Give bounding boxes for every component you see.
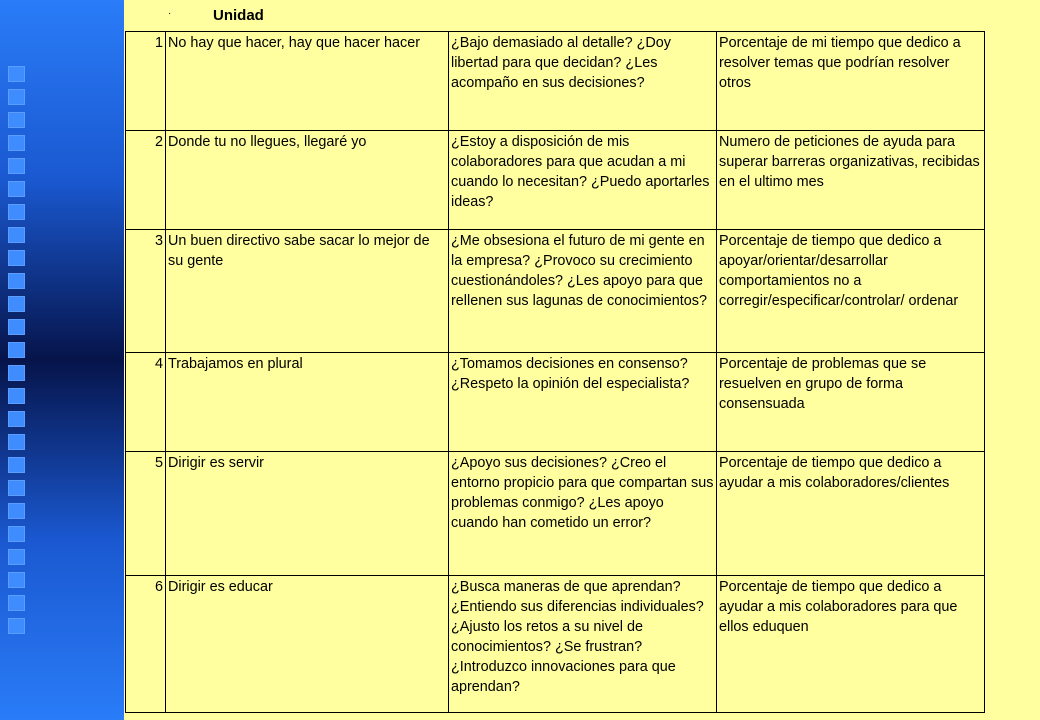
table-row xyxy=(126,353,985,452)
principle-cell: Trabajamos en plural xyxy=(166,353,449,452)
decorative-square xyxy=(8,227,25,243)
decorative-square xyxy=(8,503,25,519)
decorative-square xyxy=(8,89,25,105)
row-number: 6 xyxy=(126,576,166,713)
decorative-square xyxy=(8,365,25,381)
table-row xyxy=(126,131,985,230)
row-number: 4 xyxy=(126,353,166,452)
decorative-square xyxy=(8,204,25,220)
decorative-square xyxy=(8,549,25,565)
decorative-square xyxy=(8,296,25,312)
management-table xyxy=(125,31,985,713)
principle-cell: Donde tu no llegues, llegaré yo xyxy=(166,131,449,230)
decorative-square xyxy=(8,457,25,473)
question-cell: ¿Apoyo sus decisiones? ¿Creo el entorno propicio para que compartan sus problemas conmigo? ¿Les apoyo cuando han cometido un error? xyxy=(449,452,717,576)
decorative-square xyxy=(8,112,25,128)
heading-bullet: · xyxy=(168,8,172,19)
indicator-cell: Porcentaje de tiempo que dedico a ayudar a mis colaboradores/clientes xyxy=(717,452,985,576)
row-number: 5 xyxy=(126,452,166,576)
indicator-cell: Porcentaje de tiempo que dedico a ayudar a mis colaboradores para que ellos eduquen xyxy=(717,576,985,713)
decorative-square xyxy=(8,135,25,151)
question-cell: ¿Estoy a disposición de mis colaboradores para que acudan a mi cuando lo necesitan? ¿Puedo aportarles ideas? xyxy=(449,131,717,230)
principle-cell: No hay que hacer, hay que hacer hacer xyxy=(166,32,449,131)
row-number: 3 xyxy=(126,230,166,353)
indicator-cell: Porcentaje de problemas que se resuelven en grupo de forma consensuada xyxy=(717,353,985,452)
principle-cell: Un buen directivo sabe sacar lo mejor de su gente xyxy=(166,230,449,353)
table-row xyxy=(126,32,985,131)
decorative-square xyxy=(8,158,25,174)
principle-cell: Dirigir es servir xyxy=(166,452,449,576)
decorative-square xyxy=(8,388,25,404)
question-cell: ¿Bajo demasiado al detalle? ¿Doy libertad para que decidan? ¿Les acompaño en sus decisiones? xyxy=(449,32,717,131)
table-row xyxy=(126,576,985,713)
decorative-square xyxy=(8,273,25,289)
decorative-square xyxy=(8,526,25,542)
indicator-cell: Numero de peticiones de ayuda para superar barreras organizativas, recibidas en el ultimo mes xyxy=(717,131,985,230)
table-row xyxy=(126,452,985,576)
decorative-square xyxy=(8,181,25,197)
row-number: 1 xyxy=(126,32,166,131)
indicator-cell: Porcentaje de tiempo que dedico a apoyar/orientar/desarrollar comportamientos no a corregir/especificar/controlar/ ordenar xyxy=(717,230,985,353)
page-title: Unidad xyxy=(213,7,264,24)
question-cell: ¿Busca maneras de que aprendan? ¿Entiendo sus diferencias individuales? ¿Ajusto los retos a su nivel de conocimientos? ¿Se frustran? ¿Introduzco innovaciones para que aprendan? xyxy=(449,576,717,713)
decorative-square xyxy=(8,572,25,588)
decorative-square xyxy=(8,480,25,496)
decorative-square xyxy=(8,66,25,82)
table-row xyxy=(126,230,985,353)
slide-sidebar xyxy=(0,0,124,720)
question-cell: ¿Me obsesiona el futuro de mi gente en la empresa? ¿Provoco su crecimiento cuestionándoles? ¿Les apoyo para que rellenen sus lagunas de conocimientos? xyxy=(449,230,717,353)
decorative-square xyxy=(8,434,25,450)
indicator-cell: Porcentaje de mi tiempo que dedico a resolver temas que podrían resolver otros xyxy=(717,32,985,131)
principle-cell: Dirigir es educar xyxy=(166,576,449,713)
decorative-square xyxy=(8,319,25,335)
decorative-square xyxy=(8,342,25,358)
decorative-square xyxy=(8,250,25,266)
decorative-square xyxy=(8,595,25,611)
decorative-square xyxy=(8,411,25,427)
row-number: 2 xyxy=(126,131,166,230)
decorative-squares xyxy=(8,66,26,641)
decorative-square xyxy=(8,618,25,634)
question-cell: ¿Tomamos decisiones en consenso? ¿Respeto la opinión del especialista? xyxy=(449,353,717,452)
